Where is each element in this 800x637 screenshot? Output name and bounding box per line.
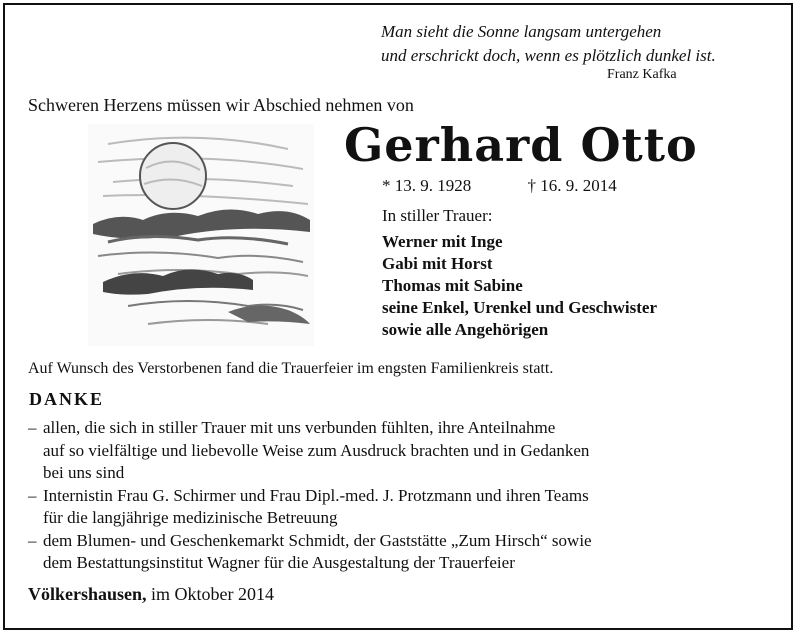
- thanks-item-text: Internistin Frau G. Schirmer und Frau Dipl.-med. J. Protzmann und ihren Teams für die langjährige medizinische Betreuung: [43, 485, 589, 527]
- list-dash: –: [28, 485, 37, 505]
- signoff-date: im Oktober 2014: [151, 584, 275, 604]
- quote-author: Franz Kafka: [607, 67, 677, 82]
- mourning-label: In stiller Trauer:: [382, 206, 493, 225]
- quote-line-1: Man sieht die Sonne langsam untergehen: [381, 22, 662, 41]
- thanks-item: [28, 530, 788, 575]
- signoff: [28, 584, 274, 605]
- mourner: Gabi mit Horst: [382, 254, 493, 273]
- mourner: Thomas mit Sabine: [382, 276, 523, 295]
- thanks-item-text: allen, die sich in stiller Trauer mit uns verbunden fühlten, ihre Anteilnahme auf so vielfältige und liebevolle Weise zum Ausdruck brachten und in Gedanken bei uns sind: [43, 418, 590, 482]
- thanks-item: [28, 417, 788, 485]
- birth-date: * 13. 9. 1928: [382, 176, 472, 195]
- signoff-place: Völkershausen,: [28, 584, 147, 604]
- death-date: † 16. 9. 2014: [527, 176, 617, 195]
- mourners-list: [382, 231, 657, 341]
- sunset-illustration: [88, 124, 314, 346]
- list-dash: –: [28, 530, 37, 550]
- thanks-item: [28, 485, 788, 530]
- quote: [381, 20, 716, 68]
- thanks-list: [28, 417, 788, 575]
- mourner: sowie alle Angehörigen: [382, 320, 549, 339]
- list-dash: –: [28, 418, 37, 437]
- deceased-name: Gerhard Otto: [344, 118, 698, 172]
- intro-text: Schweren Herzens müssen wir Abschied nehmen von: [28, 95, 414, 115]
- thanks-item-text: dem Blumen- und Geschenkemarkt Schmidt, der Gaststätte „Zum Hirsch“ sowie dem Bestattungsinstitut Wagner für die Ausgestaltung der Trauerfeier: [43, 530, 592, 572]
- mourner: seine Enkel, Urenkel und Geschwister: [382, 298, 658, 317]
- funeral-note: Auf Wunsch des Verstorbenen fand die Trauerfeier im engsten Familienkreis statt.: [28, 360, 554, 377]
- thanks-heading: DANKE: [29, 389, 105, 409]
- quote-line-2: und erschrickt doch, wenn es plötzlich dunkel ist.: [381, 46, 716, 65]
- mourner: Werner mit Inge: [382, 232, 503, 251]
- life-dates: [382, 176, 617, 196]
